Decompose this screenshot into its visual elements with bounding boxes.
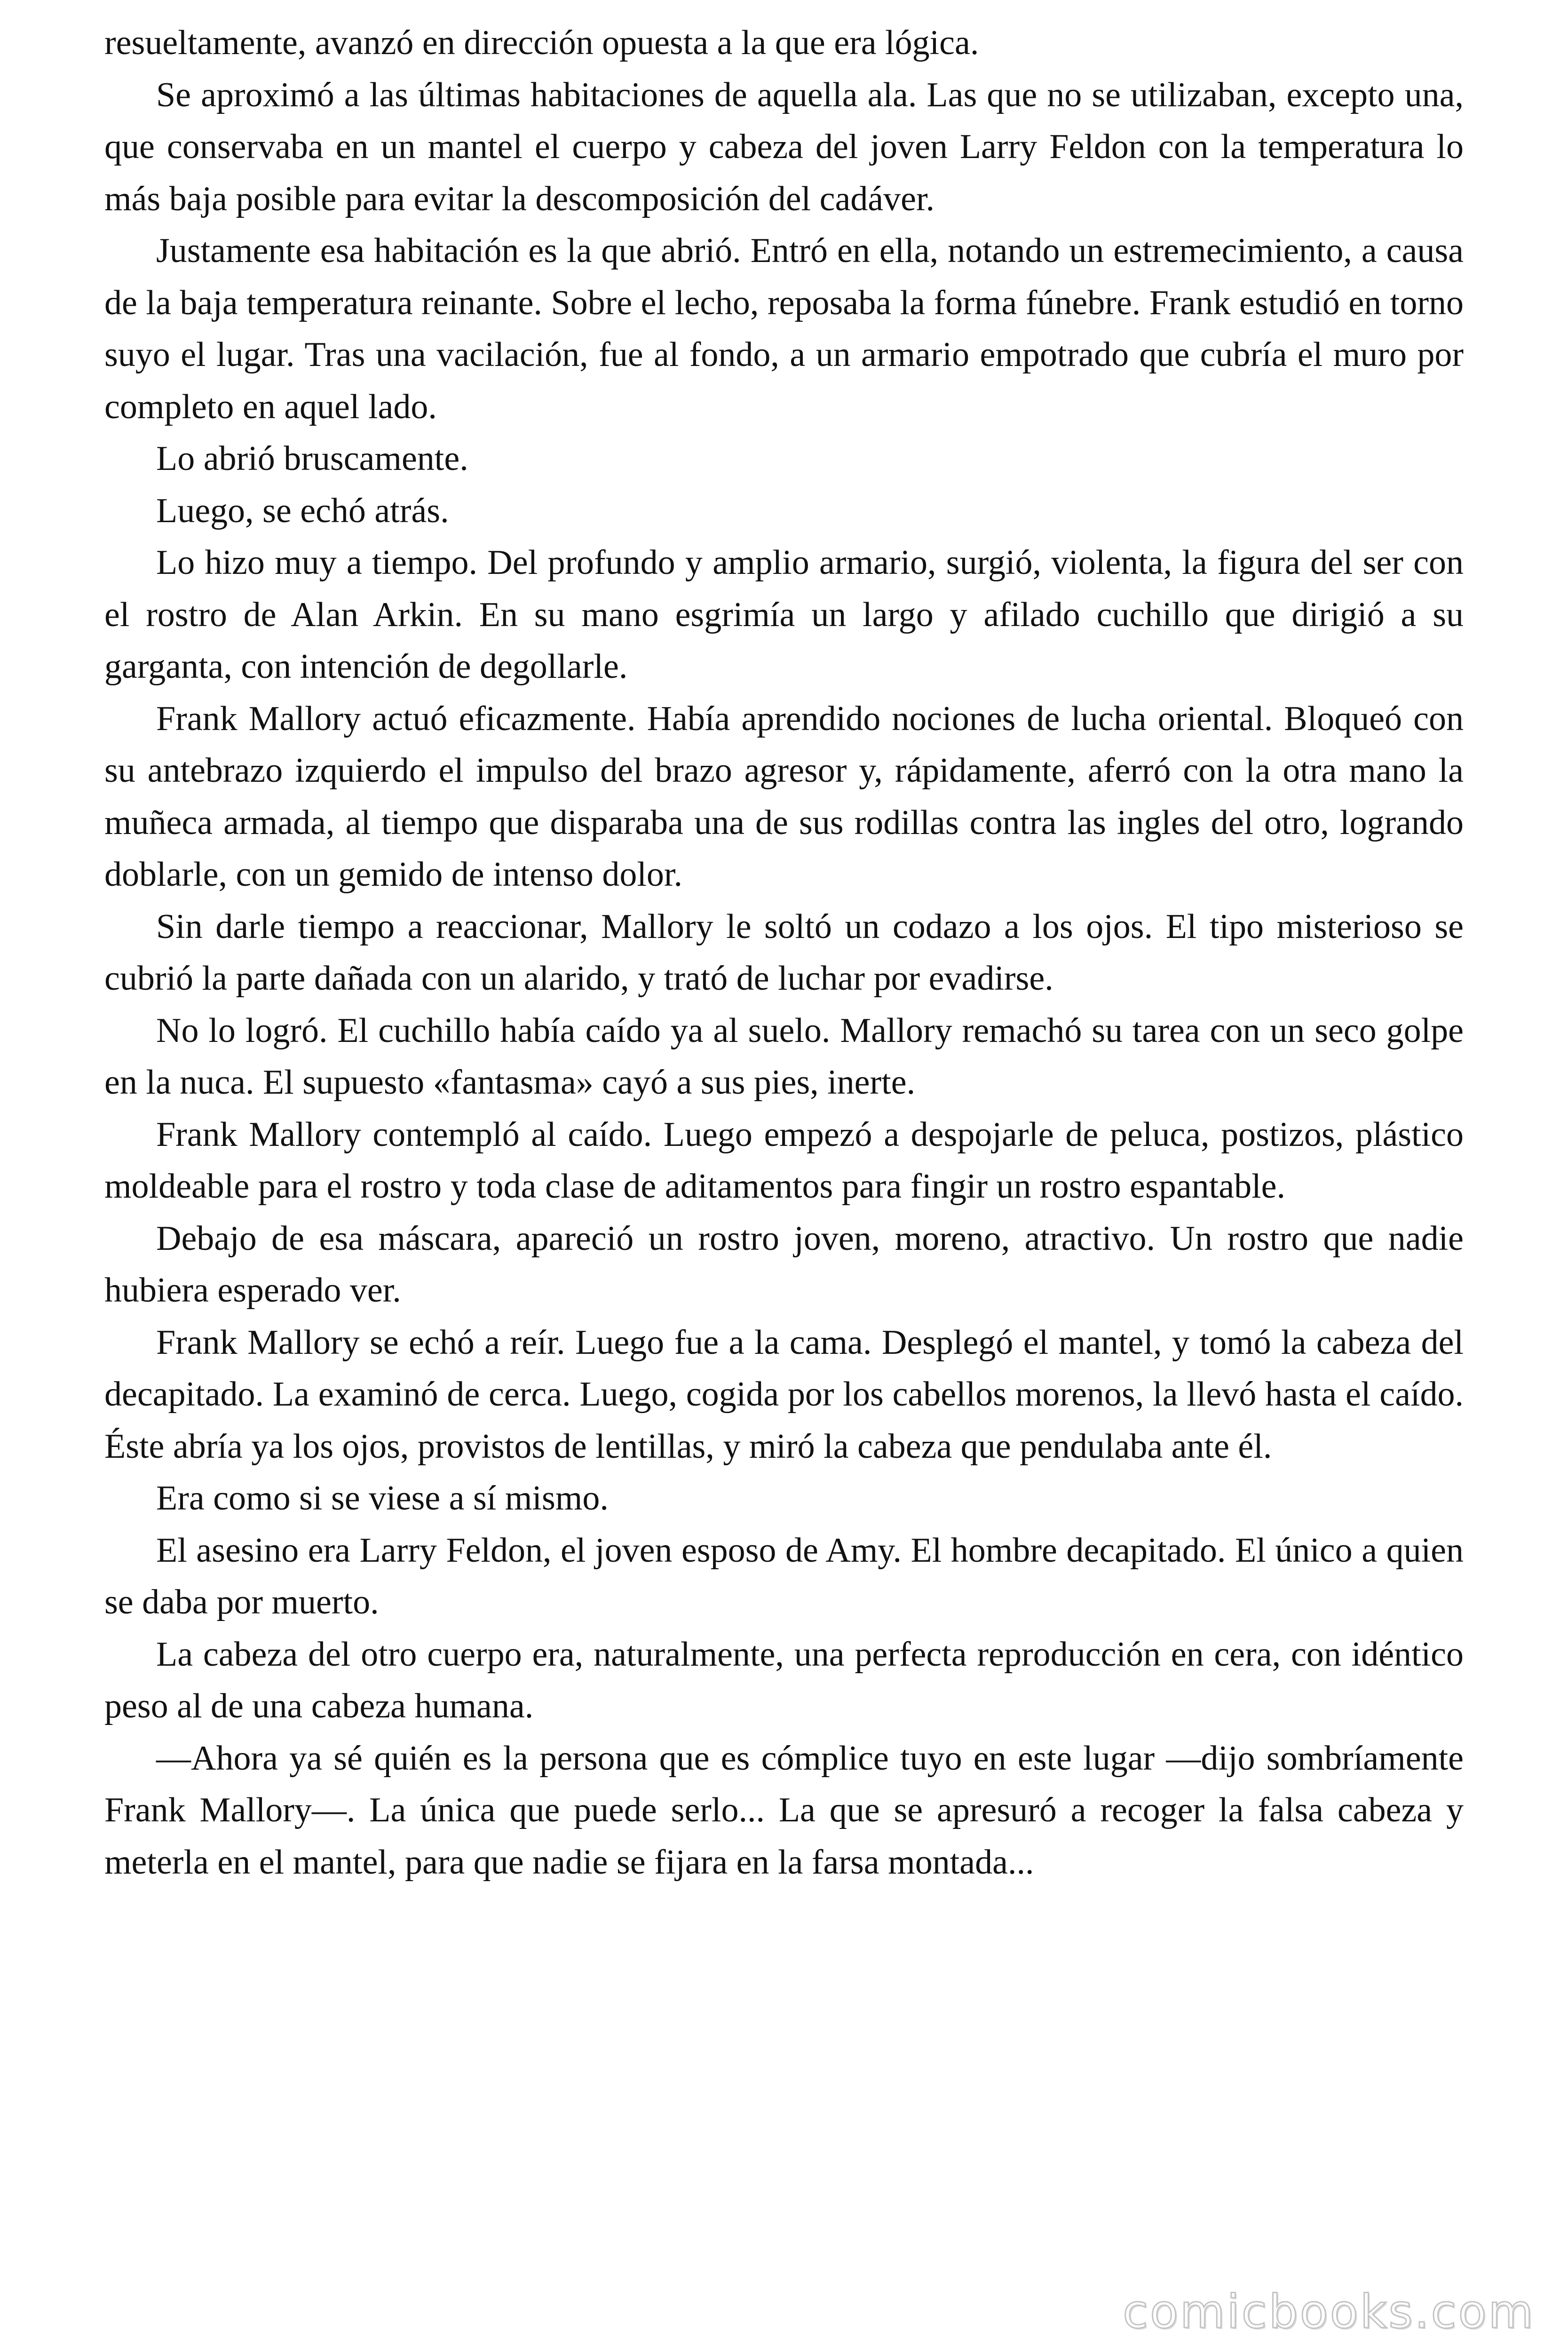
paragraph-4: Lo abrió bruscamente.: [156, 439, 468, 478]
paragraph-7: Frank Mallory actuó eficazmente. Había aprendido nociones de lucha oriental. Bloqueó con su antebrazo izquierdo el impulso del brazo agresor y, rápidamente, aferró con la otra mano la muñeca armada, al tiempo que disparaba una de sus rodillas contra las ingles del otro, logrando doblarle, con un gemido de intenso dolor.: [104, 699, 1464, 894]
paragraph-16: —Ahora ya sé quién es la persona que es cómplice tuyo en este lugar —dijo sombríamente Frank Mallory—. La única que puede serlo... La que se apresuró a recoger la falsa cabeza y meterla en el mantel, para que nadie se fijara en la farsa montada...: [104, 1739, 1464, 1882]
paragraph-9: No lo logró. El cuchillo había caído ya al suelo. Mallory remachó su tarea con un seco golpe en la nuca. El supuesto «fantasma» cayó a sus pies, inerte.: [104, 1011, 1464, 1102]
paragraph-13: Era como si se viese a sí mismo.: [156, 1479, 609, 1518]
paragraph-2: Se aproximó a las últimas habitaciones de aquella ala. Las que no se utilizaban, excepto una, que conservaba en un mantel el cuerpo y cabeza del joven Larry Feldon con la temperatura lo más baja posible para evitar la descomposición del cadáver.: [104, 75, 1464, 218]
paragraph-1: resueltamente, avanzó en dirección opuesta a la que era lógica.: [104, 24, 979, 62]
paragraph-5: Luego, se echó atrás.: [156, 491, 449, 530]
paragraph-15: La cabeza del otro cuerpo era, naturalmente, una perfecta reproducción en cera, con idéntico peso al de una cabeza humana.: [104, 1635, 1464, 1725]
paragraph-6: Lo hizo muy a tiempo. Del profundo y amplio armario, surgió, violenta, la figura del ser con el rostro de Alan Arkin. En su mano esgrimía un largo y afilado cuchillo que dirigió a su garganta, con intención de degollarle.: [104, 543, 1464, 686]
paragraph-12: Frank Mallory se echó a reír. Luego fue a la cama. Desplegó el mantel, y tomó la cabeza del decapitado. La examinó de cerca. Luego, cogida por los cabellos morenos, la llevó hasta el caído. Éste abría ya los ojos, provistos de lentillas, y miró la cabeza que pendulaba ante él.: [104, 1323, 1464, 1466]
page-text: [104, 17, 1464, 1888]
paragraph-11: Debajo de esa máscara, apareció un rostro joven, moreno, atractivo. Un rostro que nadie hubiera esperado ver.: [104, 1219, 1464, 1310]
paragraph-14: El asesino era Larry Feldon, el joven esposo de Amy. El hombre decapitado. El único a quien se daba por muerto.: [104, 1531, 1464, 1621]
paragraph-3: Justamente esa habitación es la que abrió. Entró en ella, notando un estremecimiento, a causa de la baja temperatura reinante. Sobre el lecho, reposaba la forma fúnebre. Frank estudió en torno suyo el lugar. Tras una vacilación, fue al fondo, a un armario empotrado que cubría el muro por completo en aquel lado.: [104, 231, 1464, 426]
paragraph-8: Sin darle tiempo a reaccionar, Mallory le soltó un codazo a los ojos. El tipo misterioso se cubrió la parte dañada con un alarido, y trató de luchar por evadirse.: [104, 907, 1464, 998]
watermark: comicbooks.com: [1123, 2285, 1535, 2339]
paragraph-10: Frank Mallory contempló al caído. Luego empezó a despojarle de peluca, postizos, plástico moldeable para el rostro y toda clase de aditamentos para fingir un rostro espantable.: [104, 1115, 1464, 1206]
